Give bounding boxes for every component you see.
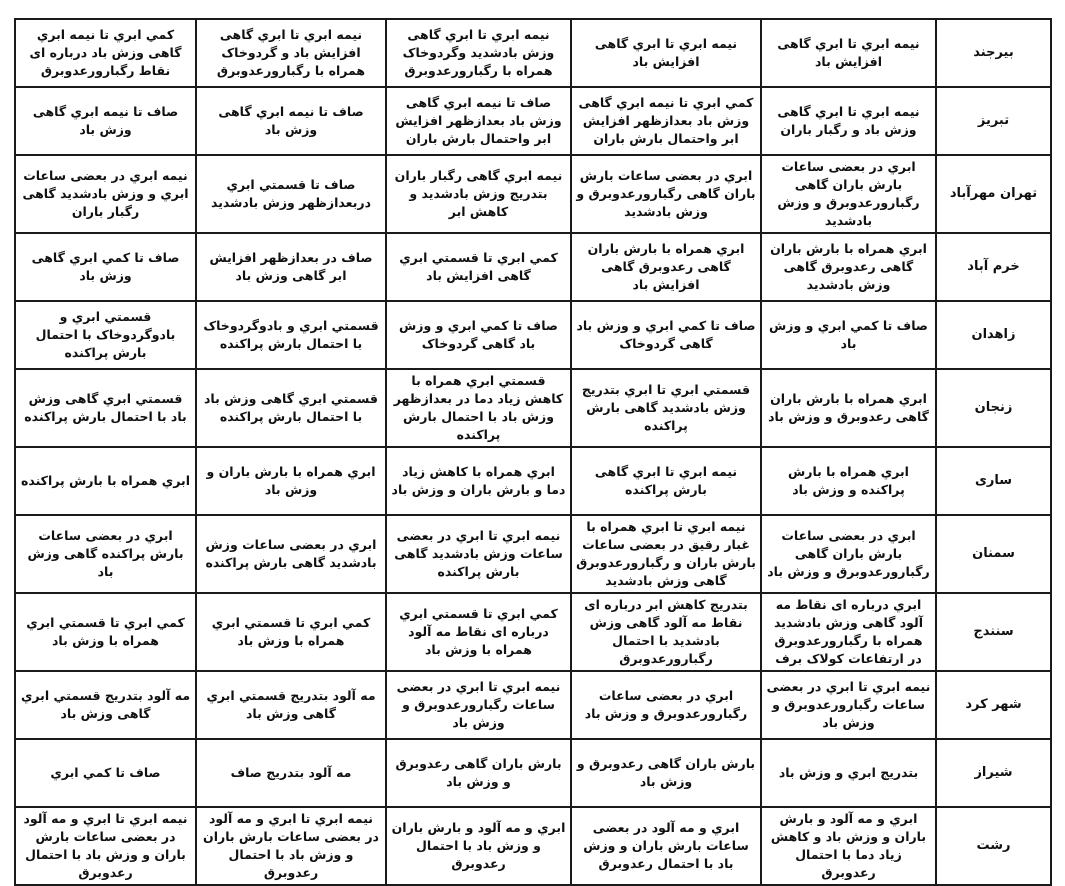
table-row bbox=[15, 807, 1051, 885]
forecast-cell: بارش باران گاهی رعدوبرق و وزش باد bbox=[571, 739, 761, 807]
forecast-cell: ابري همراه با بارش پراکنده bbox=[15, 447, 196, 515]
table-row bbox=[15, 19, 1051, 87]
table-row bbox=[15, 739, 1051, 807]
forecast-cell: نیمه ابري تا ابري و مه آلود در بعضی ساعات بارش باران و وزش باد با احتمال رعدوبرق bbox=[196, 807, 386, 885]
forecast-cell: ابري و مه آلود و بارش باران و وزش باد با احتمال رعدوبرق bbox=[386, 807, 571, 885]
forecast-cell: صاف تا نیمه ابري گاهی وزش باد bbox=[15, 87, 196, 155]
forecast-cell: کمي ابري تا قسمتي ابري درباره ای نقاط مه آلود همراه با وزش باد bbox=[386, 593, 571, 671]
city-name: شهر کرد bbox=[936, 671, 1051, 739]
forecast-cell: کمي ابري تا قسمتي ابري گاهی افزایش باد bbox=[386, 233, 571, 301]
city-name: رشت bbox=[936, 807, 1051, 885]
forecast-cell: ابري در بعضی ساعات بارش باران گاهی رگبارورعدوبرق و وزش بادشدید bbox=[571, 155, 761, 233]
city-name: خرم آباد bbox=[936, 233, 1051, 301]
forecast-cell: ابري در بعضی ساعات رگبارورعدوبرق و وزش باد bbox=[571, 671, 761, 739]
table-row bbox=[15, 155, 1051, 233]
forecast-cell: ابري همراه با کاهش زیاد دما و بارش باران و وزش باد bbox=[386, 447, 571, 515]
forecast-cell: صاف تا کمي ابري و وزش باد bbox=[761, 301, 936, 369]
forecast-cell: نیمه ابري تا ابري گاهی افزایش باد bbox=[571, 19, 761, 87]
city-name: سنندج bbox=[936, 593, 1051, 671]
forecast-cell: ابري در بعضی ساعات بارش باران گاهی رگبارورعدوبرق و وزش باد bbox=[761, 515, 936, 593]
forecast-cell: نیمه ابري تا ابري در بعضی ساعات رگبارورعدوبرق و وزش باد bbox=[761, 671, 936, 739]
forecast-cell: نیمه ابري تا ابري در بعضی ساعات رگبارورعدوبرق و وزش باد bbox=[386, 671, 571, 739]
weather-forecast-table bbox=[14, 18, 1052, 886]
table-row bbox=[15, 233, 1051, 301]
forecast-cell: نیمه ابري تا ابري گاهی افزایش باد و گردوخاک همراه با رگبارورعدوبرق bbox=[196, 19, 386, 87]
forecast-cell: ابري همراه با بارش پراکنده و وزش باد bbox=[761, 447, 936, 515]
forecast-cell: نیمه ابري تا ابري گاهی افزایش باد bbox=[761, 19, 936, 87]
forecast-cell: نیمه ابري تا ابري همراه با غبار رقیق در بعضی ساعات بارش باران و رگبارورعدوبرق گاهی وزش بادشدید bbox=[571, 515, 761, 593]
city-name: بیرجند bbox=[936, 19, 1051, 87]
forecast-cell: صاف در بعدازظهر افزایش ابر گاهی وزش باد bbox=[196, 233, 386, 301]
table-row bbox=[15, 301, 1051, 369]
forecast-cell: نیمه ابري تا ابري و مه آلود در بعضی ساعات بارش باران و وزش باد با احتمال رعدوبرق bbox=[15, 807, 196, 885]
forecast-cell: کمي ابري تا قسمتي ابري همراه با وزش باد bbox=[15, 593, 196, 671]
city-name: زاهدان bbox=[936, 301, 1051, 369]
city-name: سمنان bbox=[936, 515, 1051, 593]
forecast-cell: بتدریج کاهش ابر درباره ای نقاط مه آلود گاهی وزش بادشدید با احتمال رگبارورعدوبرق bbox=[571, 593, 761, 671]
forecast-cell: بارش باران گاهی رعدوبرق و وزش باد bbox=[386, 739, 571, 807]
forecast-cell: بتدریج ابري و وزش باد bbox=[761, 739, 936, 807]
forecast-cell: ابري در بعضی ساعات بارش باران گاهی رگبارورعدوبرق و وزش بادشدید bbox=[761, 155, 936, 233]
forecast-cell: مه آلود بتدریج صاف bbox=[196, 739, 386, 807]
forecast-cell: صاف تا نیمه ابري گاهی وزش باد بعدازظهر افزایش ابر واحتمال بارش باران bbox=[386, 87, 571, 155]
table-row bbox=[15, 593, 1051, 671]
forecast-cell: صاف تا کمي ابري و وزش باد گاهی گردوخاک bbox=[386, 301, 571, 369]
forecast-cell: نیمه ابري تا ابري گاهی وزش بادشدید وگردوخاک همراه با رگبارورعدوبرق bbox=[386, 19, 571, 87]
forecast-cell: کمي ابري تا نیمه ابري گاهی وزش باد بعدازظهر افزایش ابر واحتمال بارش باران bbox=[571, 87, 761, 155]
forecast-cell: صاف تا نیمه ابري گاهی وزش باد bbox=[196, 87, 386, 155]
table-row bbox=[15, 515, 1051, 593]
city-name: ساری bbox=[936, 447, 1051, 515]
forecast-cell: قسمتي ابري گاهی وزش باد با احتمال بارش پراکنده bbox=[15, 369, 196, 447]
forecast-cell: صاف تا کمي ابري گاهی وزش باد bbox=[15, 233, 196, 301]
city-name: تهران مهرآباد bbox=[936, 155, 1051, 233]
forecast-cell: ابري و مه آلود و بارش باران و وزش باد و کاهش زیاد دما با احتمال رعدوبرق bbox=[761, 807, 936, 885]
forecast-cell: ابري همراه با بارش باران گاهی رعدوبرق گاهی افزایش باد bbox=[571, 233, 761, 301]
forecast-cell: قسمتي ابري و بادوگردوخاک با احتمال بارش پراکنده bbox=[15, 301, 196, 369]
forecast-cell: صاف تا قسمتي ابري دربعدازظهر وزش بادشدید bbox=[196, 155, 386, 233]
forecast-cell: نیمه ابري تا ابري در بعضی ساعات وزش بادشدید گاهی بارش پراکنده bbox=[386, 515, 571, 593]
city-name: تبریز bbox=[936, 87, 1051, 155]
forecast-cell: ابري همراه با بارش باران گاهی رعدوبرق گاهی وزش بادشدید bbox=[761, 233, 936, 301]
forecast-cell: ابري در بعضی ساعات وزش بادشدید گاهی بارش پراکنده bbox=[196, 515, 386, 593]
city-name: زنجان bbox=[936, 369, 1051, 447]
table-row bbox=[15, 671, 1051, 739]
forecast-cell: صاف تا کمي ابري و وزش باد گاهی گردوخاک bbox=[571, 301, 761, 369]
table-row bbox=[15, 369, 1051, 447]
forecast-cell: نیمه ابري در بعضی ساعات ابري و وزش بادشدید گاهی رگبار باران bbox=[15, 155, 196, 233]
forecast-cell: کمي ابري تا قسمتي ابري همراه با وزش باد bbox=[196, 593, 386, 671]
forecast-cell: نیمه ابري تا ابري گاهی وزش باد و رگبار باران bbox=[761, 87, 936, 155]
forecast-cell: قسمتي ابري و بادوگردوخاک با احتمال بارش پراکنده bbox=[196, 301, 386, 369]
forecast-cell: قسمتي ابري تا ابري بتدریج وزش بادشدید گاهی بارش پراکنده bbox=[571, 369, 761, 447]
city-name: شیراز bbox=[936, 739, 1051, 807]
forecast-cell: ابري همراه با بارش باران گاهی رعدوبرق و وزش باد bbox=[761, 369, 936, 447]
forecast-cell: ابري و مه آلود در بعضی ساعات بارش باران و وزش باد با احتمال رعدوبرق bbox=[571, 807, 761, 885]
table-row bbox=[15, 447, 1051, 515]
table-row bbox=[15, 87, 1051, 155]
forecast-cell: قسمتي ابري گاهی وزش باد با احتمال بارش پراکنده bbox=[196, 369, 386, 447]
forecast-cell: نیمه ابري تا ابري گاهی بارش پراکنده bbox=[571, 447, 761, 515]
forecast-cell: نیمه ابري گاهی رگبار باران بتدریج وزش بادشدید و کاهش ابر bbox=[386, 155, 571, 233]
forecast-cell: ابري در بعضی ساعات بارش پراکنده گاهی وزش باد bbox=[15, 515, 196, 593]
forecast-cell: صاف تا کمي ابري bbox=[15, 739, 196, 807]
forecast-cell: ابري همراه با بارش باران و وزش باد bbox=[196, 447, 386, 515]
forecast-cell: مه آلود بتدریج قسمتي ابري گاهی وزش باد bbox=[15, 671, 196, 739]
forecast-cell: قسمتي ابري همراه با کاهش زیاد دما در بعدازظهر وزش باد با احتمال بارش پراکنده bbox=[386, 369, 571, 447]
forecast-cell: کمي ابري تا نیمه ابري گاهی وزش باد درباره ای نقاط رگبارورعدوبرق bbox=[15, 19, 196, 87]
forecast-cell: ابري درباره ای نقاط مه آلود گاهی وزش بادشدید همراه با رگبارورعدوبرق در ارتفاعات کولاک برف bbox=[761, 593, 936, 671]
forecast-cell: مه آلود بتدریج قسمتي ابري گاهی وزش باد bbox=[196, 671, 386, 739]
